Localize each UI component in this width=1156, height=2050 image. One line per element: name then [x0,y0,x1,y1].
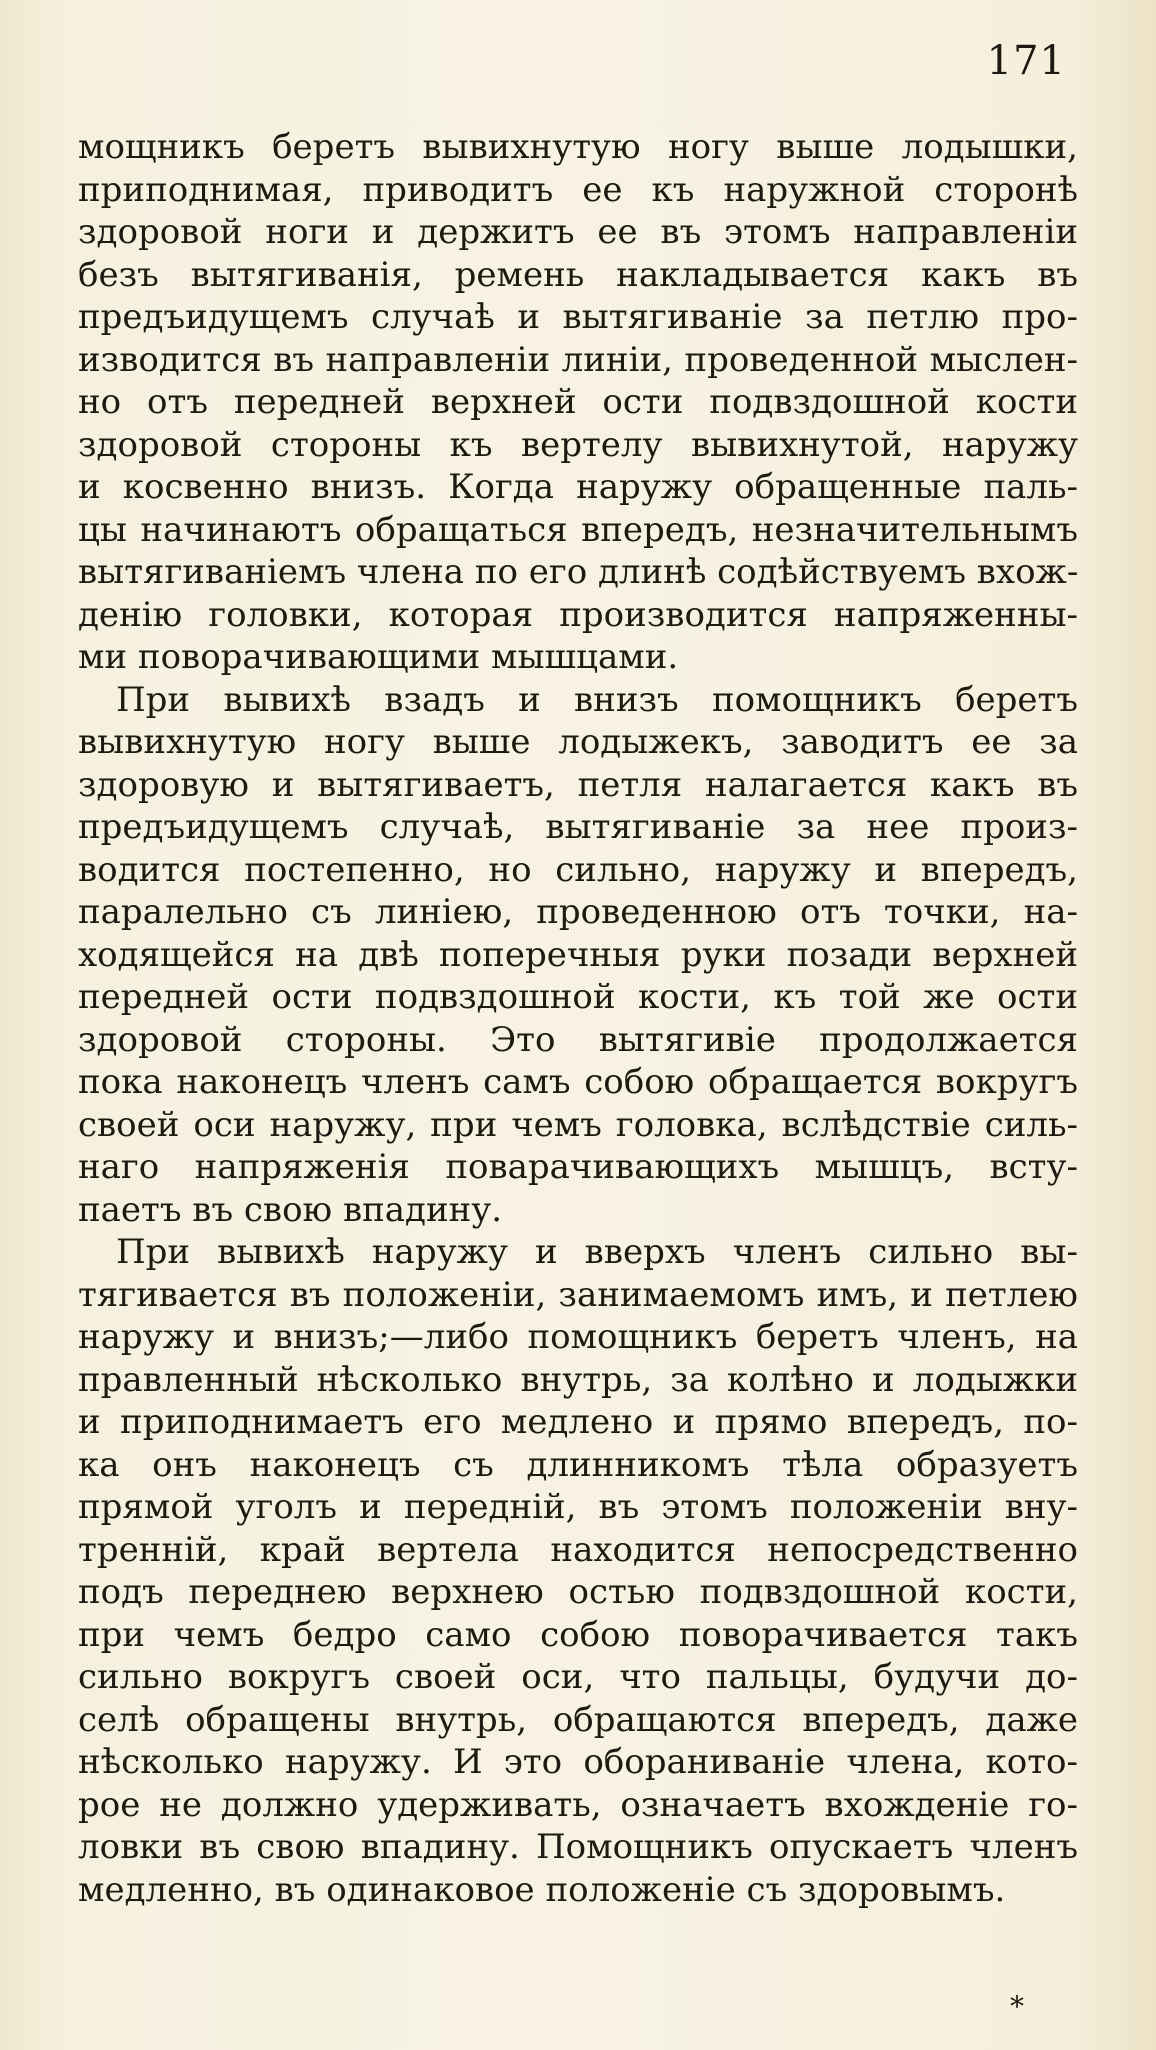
signature-mark: * [1010,1990,1024,2023]
text-line: медленно, въ одинаковое положеніе съ здоровымъ. [78,1869,1006,1910]
text-line: ка онъ наконецъ съ длинникомъ тѣла образуетъ [78,1444,1078,1485]
text-line: но отъ передней верхней ости подвздошной кости [78,382,1078,422]
text-line: вывихнутую ногу выше лодыжекъ, заводитъ ее за [78,722,1078,762]
text-line: паетъ въ свою впадину. [78,1189,503,1230]
text-line: здоровой ноги и держитъ ее въ этомъ направленіи [78,212,1078,252]
text-line: сильно вокругъ своей оси, что пальцы, будучи до- [78,1657,1078,1697]
text-line: предъидущемъ случаѣ и вытягиваніе за петлю про- [78,297,1078,337]
text-line: изводится въ направленіи линіи, проведенной мыслен- [78,339,1078,380]
text-line: селѣ обращены внутрь, обращаются впередъ, даже [78,1699,1078,1740]
text-line: своей оси наружу, при чемъ головка, вслѣдствіе силь- [78,1104,1078,1145]
text-line: При вывихѣ наружу и вверхъ членъ сильно вы- [116,1232,1078,1272]
text-line: предъидущемъ случаѣ, вытягиваніе за нее произ- [78,807,1078,847]
text-line: здоровую и вытягиваетъ, петля налагается какъ въ [78,764,1078,805]
text-line: наго напряженія поварачивающихъ мышцъ, всту- [78,1147,1078,1187]
text-line: водится постепенно, но сильно, наружу и впередъ, [78,849,1078,890]
text-line: ми поворачивающими мышцами. [78,637,679,677]
text-line: вытягиваніемъ члена по его длинѣ содѣйствуемъ вхож- [78,552,1079,592]
text-line: пока наконецъ членъ самъ собою обращается вокругъ [78,1062,1078,1102]
text-line: здоровой стороны къ вертелу вывихнутой, наружу [78,424,1078,465]
paragraph-2 [78,679,1078,1232]
text-line: мощникъ беретъ вывихнутую ногу выше лодышки, [78,127,1078,167]
text-line: безъ вытягиванія, ремень накладывается какъ въ [78,254,1078,295]
text-line: здоровой стороны. Это вытягивіе продолжается [78,1019,1078,1060]
body-text [78,126,1078,1911]
text-line: передней ости подвздошной кости, къ той же ости [78,977,1078,1017]
text-line: ловки въ свою впадину. Помощникъ опускаетъ членъ [78,1827,1078,1867]
text-line: При вывихѣ взадъ и внизъ помощникъ беретъ [116,679,1078,720]
text-line: правленный нѣсколько внутрь, за колѣно и лодыжки [78,1359,1078,1400]
text-line: тренній, край вертела находится непосредственно [78,1529,1078,1570]
text-line: денію головки, которая производится напряженны- [78,594,1078,635]
text-line: и косвенно внизъ. Когда наружу обращенные паль- [78,467,1078,507]
page-number: 171 [986,38,1066,84]
text-line: и приподнимаетъ его медлено и прямо впередъ, по- [78,1402,1078,1442]
text-line: тягивается въ положеніи, занимаемомъ имъ, и петлею [78,1274,1078,1315]
text-line: подъ переднею верхнею остью подвздошной кости, [78,1572,1078,1612]
text-line: прямой уголъ и передній, въ этомъ положеніи вну- [78,1487,1078,1527]
text-line: ходящейся на двѣ поперечныя руки позади верхней [78,934,1078,975]
text-line: при чемъ бедро само собою поворачивается такъ [78,1614,1078,1655]
text-line: паралельно съ линіею, проведенною отъ точки, на- [78,892,1078,932]
text-line: нѣсколько наружу. И это обораниваніе члена, кото- [78,1742,1078,1782]
paragraph-3 [78,1231,1078,1911]
text-line: цы начинаютъ обращаться впередъ, незначительнымъ [78,509,1078,550]
paragraph-1 [78,126,1078,679]
text-line: рое не должно удерживать, означаетъ вхожденіе го- [78,1784,1078,1825]
text-line: приподнимая, приводитъ ее къ наружной сторонѣ [78,169,1078,210]
text-line: наружу и внизъ;—либо помощникъ беретъ членъ, на [78,1317,1078,1357]
